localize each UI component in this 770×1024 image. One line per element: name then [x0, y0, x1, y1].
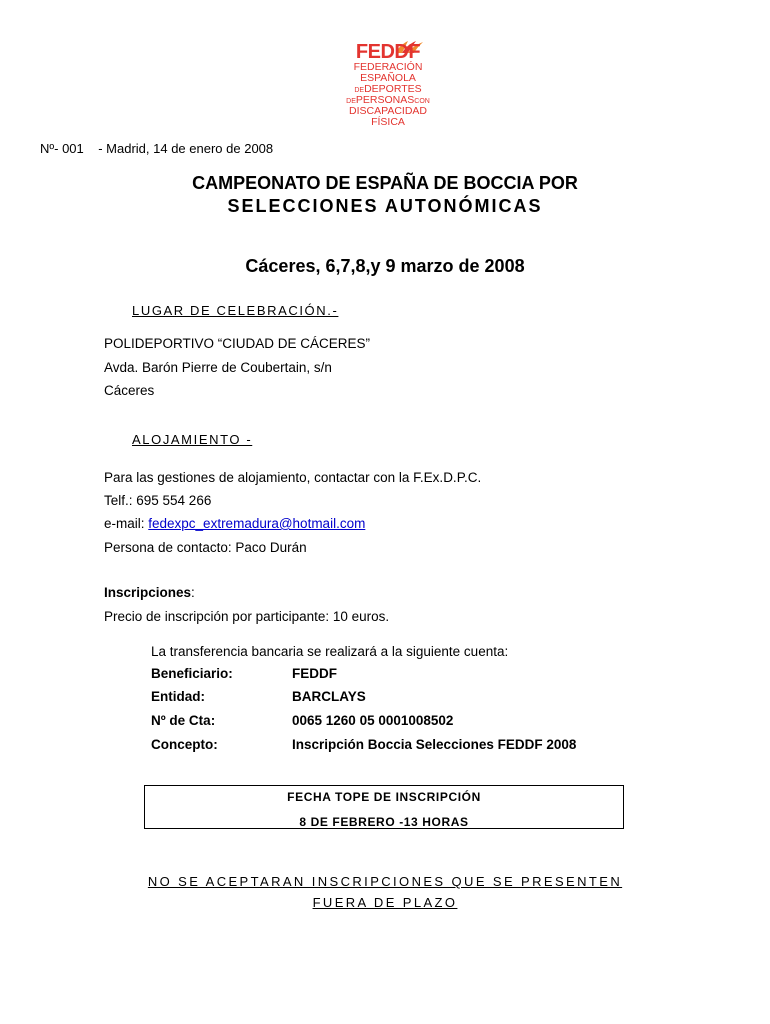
place-date: - Madrid, 14 de enero de 2008 [98, 141, 274, 156]
logo-line-3: DEDEPORTES [354, 83, 422, 95]
page-title [60, 172, 710, 218]
venue-name: POLIDEPORTIVO “CIUDAD DE CÁCERES” [104, 336, 371, 351]
logo-line-6: FÍSICA [371, 116, 405, 128]
federation-logo [336, 40, 436, 135]
event-dates: Cáceres, 6,7,8,y 9 marzo de 2008 [245, 256, 525, 276]
bank-value: 0065 1260 05 0001008502 [292, 713, 454, 728]
bank-value: Inscripción Boccia Selecciones FEDDF 2008 [292, 737, 577, 752]
lodging-contact-person: Persona de contacto: Paco Durán [104, 540, 307, 555]
lodging-contact-intro: Para las gestiones de alojamiento, contactar con la F.Ex.D.P.C. [104, 470, 482, 485]
document-reference [40, 141, 273, 156]
title-line-1: CAMPEONATO DE ESPAÑA DE BOCCIA POR [192, 173, 578, 193]
title-line-2: SELECCIONES AUTONÓMICAS [227, 196, 543, 216]
email-link[interactable]: fedexpc_extremadura@hotmail.com [148, 516, 366, 531]
bank-label: Entidad: [151, 689, 205, 704]
venue-heading: LUGAR DE CELEBRACIÓN.- [132, 303, 339, 318]
logo-mark: FEDDF [355, 41, 421, 63]
deadline-label: FECHA TOPE DE INSCRIPCIÓN [287, 790, 481, 804]
bank-value: FEDDF [292, 666, 337, 681]
warning-line-2: FUERA DE PLAZO [312, 895, 458, 910]
logo-line-2: ESPAÑOLA [360, 72, 416, 84]
bank-value: BARCLAYS [292, 689, 366, 704]
bank-label: Concepto: [151, 737, 218, 752]
document-number: Nº- 001 [40, 141, 84, 156]
lodging-heading: ALOJAMIENTO - [132, 432, 253, 447]
transfer-intro: La transferencia bancaria se realizará a la siguiente cuenta: [151, 644, 509, 659]
registration-price: Precio de inscripción por participante: 10 euros. [104, 609, 390, 624]
lodging-email-line [104, 516, 365, 531]
registration-heading: Inscripciones [104, 585, 192, 600]
warning-line-1: NO SE ACEPTARAN INSCRIPCIONES QUE SE PRESENTEN [147, 874, 623, 889]
deadline-box [144, 785, 624, 829]
logo-line-1: FEDERACIÓN [353, 61, 423, 73]
venue-address: Avda. Barón Pierre de Coubertain, s/n [104, 360, 332, 375]
bank-label: Nº de Cta: [151, 713, 216, 728]
lodging-phone: Telf.: 695 554 266 [104, 493, 212, 508]
registration-heading-line: Inscripciones: [104, 585, 195, 600]
logo-line-4: DEPERSONASCON [346, 94, 430, 106]
venue-city: Cáceres [104, 383, 155, 398]
bank-label: Beneficiario: [151, 666, 233, 681]
logo-line-5: DISCAPACIDAD [349, 105, 427, 117]
email-label: e-mail: [104, 516, 149, 531]
deadline-value: 8 DE FEBRERO -13 HORAS [299, 815, 469, 829]
